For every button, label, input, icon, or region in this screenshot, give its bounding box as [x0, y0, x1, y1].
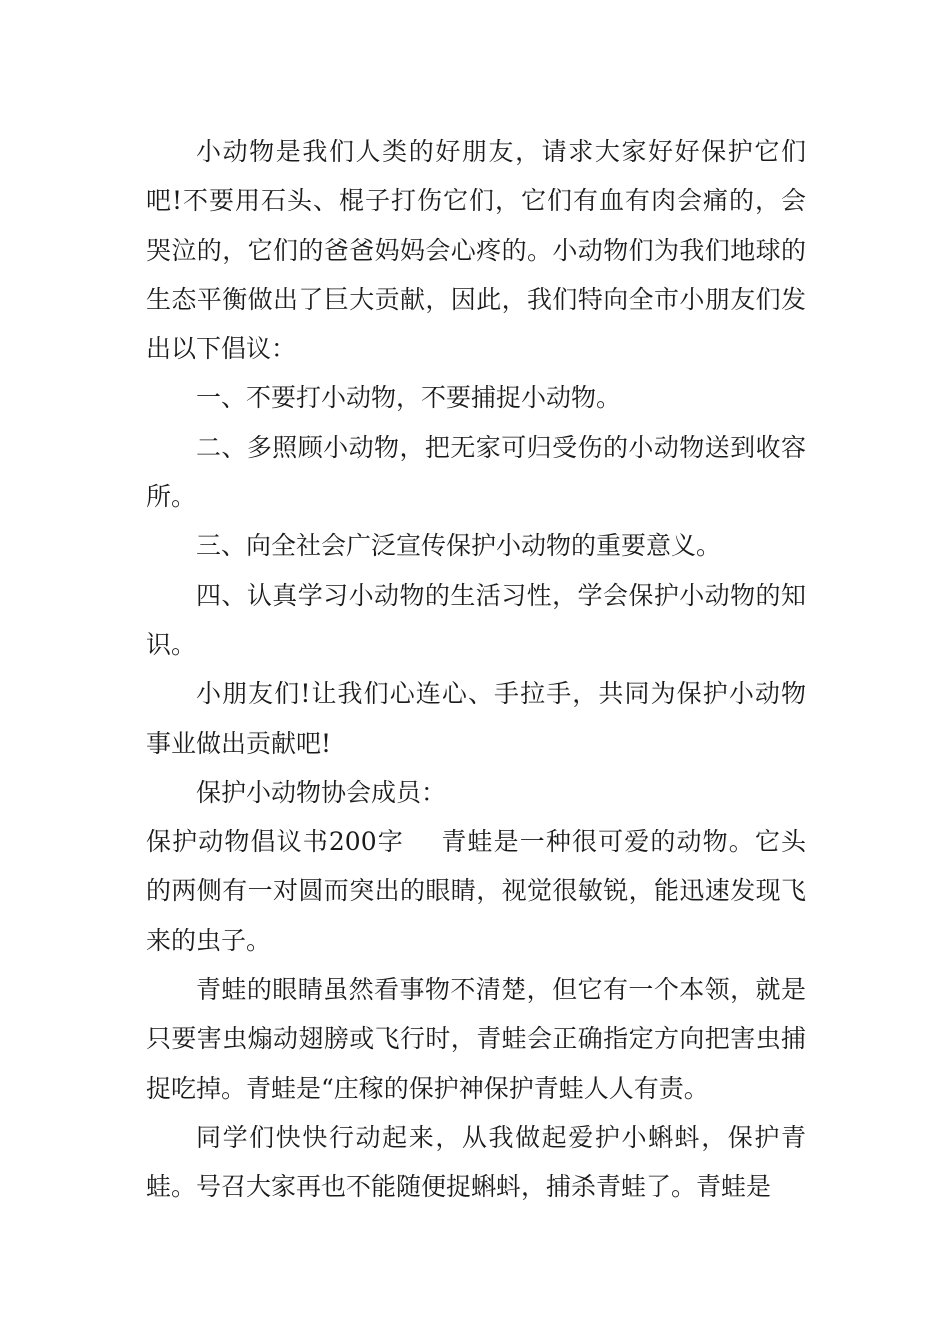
paragraph-call-to-action: 小朋友们!让我们心连心、手拉手，共同为保护小动物事业做出贡献吧! [146, 679, 806, 758]
paragraph-signature: 保护小动物协会成员： [196, 777, 447, 807]
paragraph-proposal-2: 二、多照顾小动物，把无家可归受伤的小动物送到收容所。 [146, 432, 806, 512]
paragraph-intro: 小动物是我们人类的好朋友，请求大家好好保护它们吧!不要用石头、棍子打伤它们，它们有血有肉会痛的，会哭泣的，它们的爸爸妈妈会心疼的。小动物们为我们地球的生态平衡做出了巨大贡献，因此，我们特向全市小朋友们发出以下倡议： [146, 137, 806, 364]
paragraph-proposal-3: 三、向全社会广泛宣传保护小动物的重要意义。 [196, 531, 722, 561]
section-paragraph-3: 同学们快快行动起来，从我做起爱护小蝌蚪，保护青蛙。号召大家再也不能随便捉蝌蚪，捕杀青蛙了。青蛙是 [146, 1122, 806, 1202]
document-body [146, 127, 806, 1212]
paragraph-proposal-4: 四、认真学习小动物的生活习性，学会保护小动物的知识。 [146, 580, 806, 659]
section-title: 保护动物倡议书200字 [146, 827, 404, 857]
paragraph-section-start [146, 817, 806, 965]
paragraph-proposal-1: 一、不要打小动物，不要捕捉小动物。 [196, 383, 622, 413]
section-paragraph-2: 青蛙的眼睛虽然看事物不清楚，但它有一个本领，就是只要害虫煽动翅膀或飞行时，青蛙会正确指定方向把害虫捕捉吃掉。青蛙是“庄稼的保护神保护青蛙人人有责。 [146, 975, 806, 1103]
section-paragraph-1: 青蛙是一种很可爱的动物。它头的两侧有一对圆而突出的眼睛，视觉很敏锐，能迅速发现飞来的虫子。 [146, 827, 806, 955]
